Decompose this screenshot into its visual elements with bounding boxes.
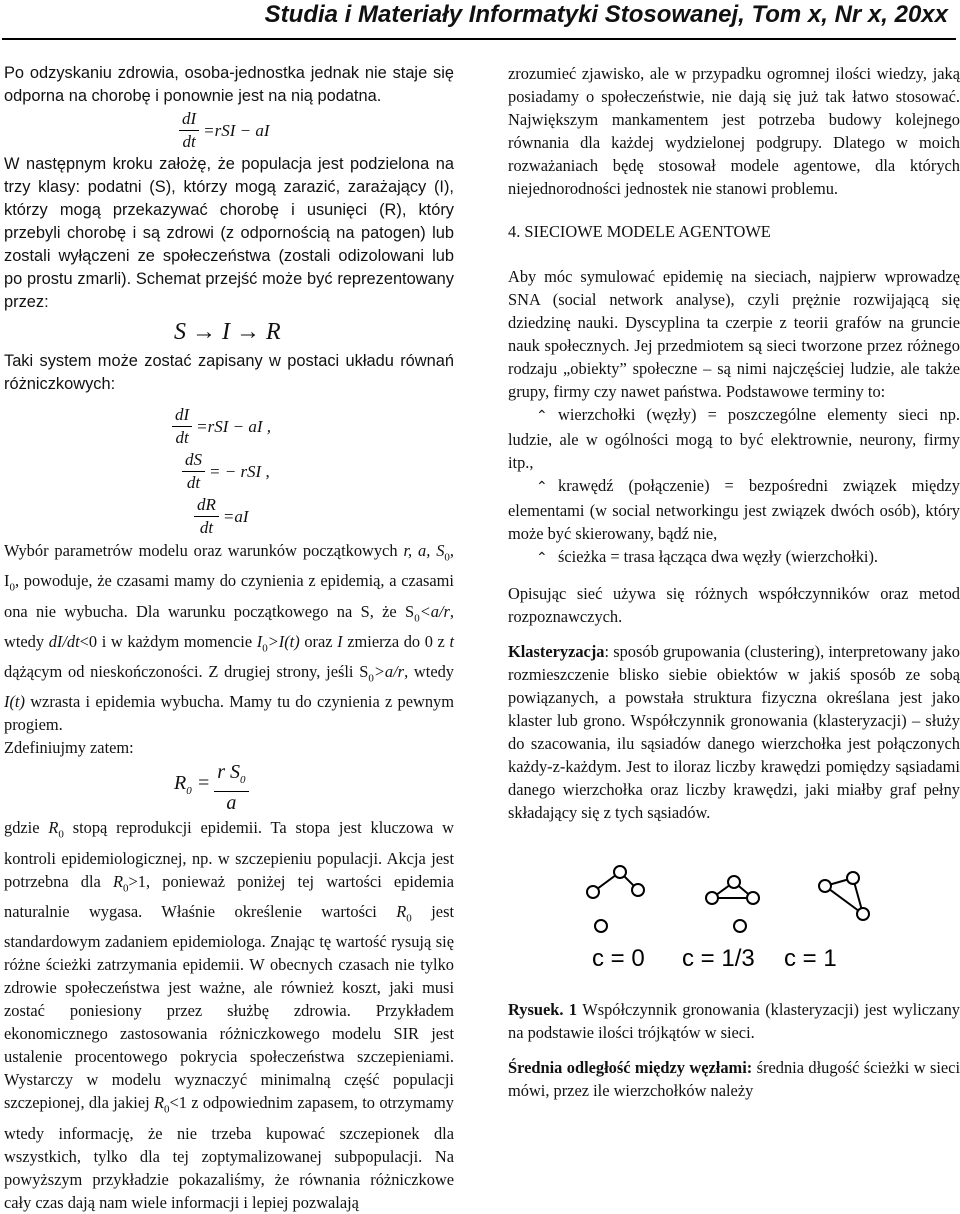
header-rule: [2, 38, 956, 40]
section-heading: 4. SIECIOWE MODELE AGENTOWE: [508, 222, 771, 241]
journal-header: Studia i Materiały Informatyki Stosowanej, Tom x, Nr x, 20xx: [264, 1, 948, 28]
graph-node: [587, 886, 599, 898]
bullet-icon: ⌃: [536, 409, 548, 424]
graph-node: [747, 892, 759, 904]
equation-di: $\frac{dI}{dt}$ =rSI − aI ,: [172, 404, 454, 449]
figure-caption: Rysuek. 1 Współczynnik gronowania (klasteryzacji) jest wyliczany na podstawie ilości trójkątów w sieci.: [508, 1000, 960, 1042]
graph-node: [595, 920, 607, 932]
fraction: $\frac{dI}{dt}$: [179, 108, 199, 153]
equation-dr: $\frac{dR}{dt}$ =aI: [194, 494, 454, 539]
bullet-icon: ⌃: [536, 480, 548, 495]
graph-node: [614, 866, 626, 878]
paragraph: Klasteryzacja: sposób grupowania (clustering), interpretowany jako rozmieszczenie blisko siebie obiektów w jakiś sposób ze sobą powiązanych, a powstała struktura fizyczna określana jest jako klaster lub grono. Współczynnik gronowania (klasteryzacji) – służy do szacowania, ilu sąsiadów danego wierzchołka jest połączonych każdy-z-każdym. Jest to iloraz liczby krawędzi pomiędzy sąsiadami danego wierzchołka oraz liczby krawędzi, jaki miałby graf pełny składający się z tych sąsiadów.: [508, 642, 960, 822]
figure-label: c = 1/3: [682, 945, 755, 972]
list-item: ⌃ wierzchołki (węzły) = poszczególne elementy sieci np. ludzie, ale w ogólności mogą to być elektrownie, neurony, firmy itp.,: [508, 405, 960, 472]
figure-label: c = 0: [592, 945, 645, 972]
clustering-graphs: [508, 838, 960, 998]
paragraph: Opisując sieć używa się różnych współczynników oraz metod rozpoznawczych.: [508, 584, 960, 626]
list-item: ⌃ krawędź (połączenie) = bezpośredni związek między elementami (w social networkingu jest związek dwóch osób), który może być skierowany, bądź nie,: [508, 476, 960, 543]
equation-r0: $R_0$ = $\frac{r S_0}{a}$: [4, 761, 454, 814]
equation-system: [4, 404, 454, 539]
equation-ds: $\frac{dS}{dt}$ = − rSI ,: [182, 449, 454, 494]
paragraph: Średnia odległość między węzłami: średnia długość ścieżki w sieci mówi, przez ile wierzchołków należy: [508, 1058, 960, 1100]
paragraph: W następnym kroku założę, że populacja jest podzielona na trzy klasy: podatni (S), którzy mogą zarazić, zarażający (I), którzy mogą przekazywać chorobę i usunięci (R), który przebyli chorobę i są zdrowi (z odpornością na patogen) lub zostali wyłączeni ze społeczeństwa (zostali odizolowani lub po prostu zmarli). Schemat przejść może być reprezentowany przez:: [4, 155, 454, 311]
equation-di-dt: $\frac{dI}{dt}$ =rSI − aI: [4, 108, 454, 153]
clustering-figure: [508, 838, 960, 998]
right-column: [508, 62, 960, 1102]
paragraph: Zdefiniujmy zatem:: [4, 738, 134, 758]
graph-node: [728, 876, 740, 888]
bullet-icon: ⌃: [536, 551, 548, 566]
graph-node: [847, 872, 859, 884]
graph-node: [706, 892, 718, 904]
figure-label: c = 1: [784, 945, 837, 972]
paragraph: Wybór parametrów modelu oraz warunków początkowych r, a, $S_0$, $I_0$, powoduje, że czasami mamy do czynienia z epidemią, a czasami ona nie wybucha. Dla warunku początkowego na S, że $S_0<a/r$, wtedy dI/dt<0 i w każdym momencie $I_0>I(t)$ oraz I zmierza do 0 z t dążącym od nieskończoności. Z drugiej strony, jeśli $S_0>a/r$, wtedy I(t) wzrasta i epidemia wybucha. Mamy tu do czynienia z pewnym progiem.: [4, 541, 454, 735]
graph-node: [819, 880, 831, 892]
graph-node: [857, 908, 869, 920]
list-item: ⌃ ścieżka = trasa łącząca dwa węzły (wierzchołki).: [508, 545, 960, 570]
paragraph: gdzie $R_0$ stopą reprodukcji epidemii. Ta stopa jest kluczowa w kontroli epidemiologicznej, np. w szczepieniu populacji. Akcja jest potrzebna dla $R_0>1$, ponieważ poniżej tej wartości epidemia naturalnie wygasa. Właśnie określenie wartości $R_0$ jest standardowym zadaniem epidemiologa. Znając tę wartość rysują się różne ścieżki zatrzymania epidemii. W obecnych czasach nie tylko zdrowie społeczeństwa jest ważne, ale również koszt, jaki musi zostać poniesiony przez służbę zdrowia. Przykładem ekonomicznego zastosowania różniczkowego modelu SIR jest ustalenie procentowego pokrycia społeczeństwa szczepieniami. Wystarczy w modelu wyznaczyć minimalną część populacji szczepionej, dla jakiej $R_0<1$ z odpowiednim zapasem, to otrzymamy wtedy informację, że nie trzeba kupować szczepionek dla wszystkich, tylko dla tej zoptymalizowanej subpopulacji. Na powyższym przykładzie pokazaliśmy, że równania różniczkowe cały czas dają nam wiele informacji i lepiej pozwalają: [4, 818, 454, 1212]
graph-node: [734, 920, 746, 932]
paragraph: Aby móc symulować epidemię na sieciach, najpierw wprowadzę SNA (social network analyse), czyli prężnie rozwijającą się dziedzinę nauki. Dyscyplina ta czerpie z teorii grafów na gruncie nauk społecznych. Jej przedmiotem są sieci tworzone przez różnego rodzaju „obiekty” społeczne – są nimi najczęściej ludzie, ale także grupy, firmy czy nawet państwa. Podstawowe terminy to:: [508, 267, 960, 401]
graph-node: [632, 884, 644, 896]
paragraph: Taki system może zostać zapisany w postaci układu równań różniczkowych:: [4, 352, 454, 393]
left-column: [4, 62, 454, 1214]
paragraph: Po odzyskaniu zdrowia, osoba-jednostka jednak nie staje się odporna na chorobę i ponownie jest na nią podatna.: [4, 64, 454, 105]
transition-scheme: S → I → R: [174, 319, 281, 345]
paragraph: zrozumieć zjawisko, ale w przypadku ogromnej ilości wiedzy, jaką posiadamy o społeczeństwie, nie dają się już tak łatwo stosować. Największym mankamentem jest potrzeba budowy kolejnego równania dla każdej wydzielonej podgrupy. Dlatego w moich rozważaniach będę stosował modele agentowe, dla których niejednorodności jednostek nie stanowi problemu.: [508, 64, 960, 198]
